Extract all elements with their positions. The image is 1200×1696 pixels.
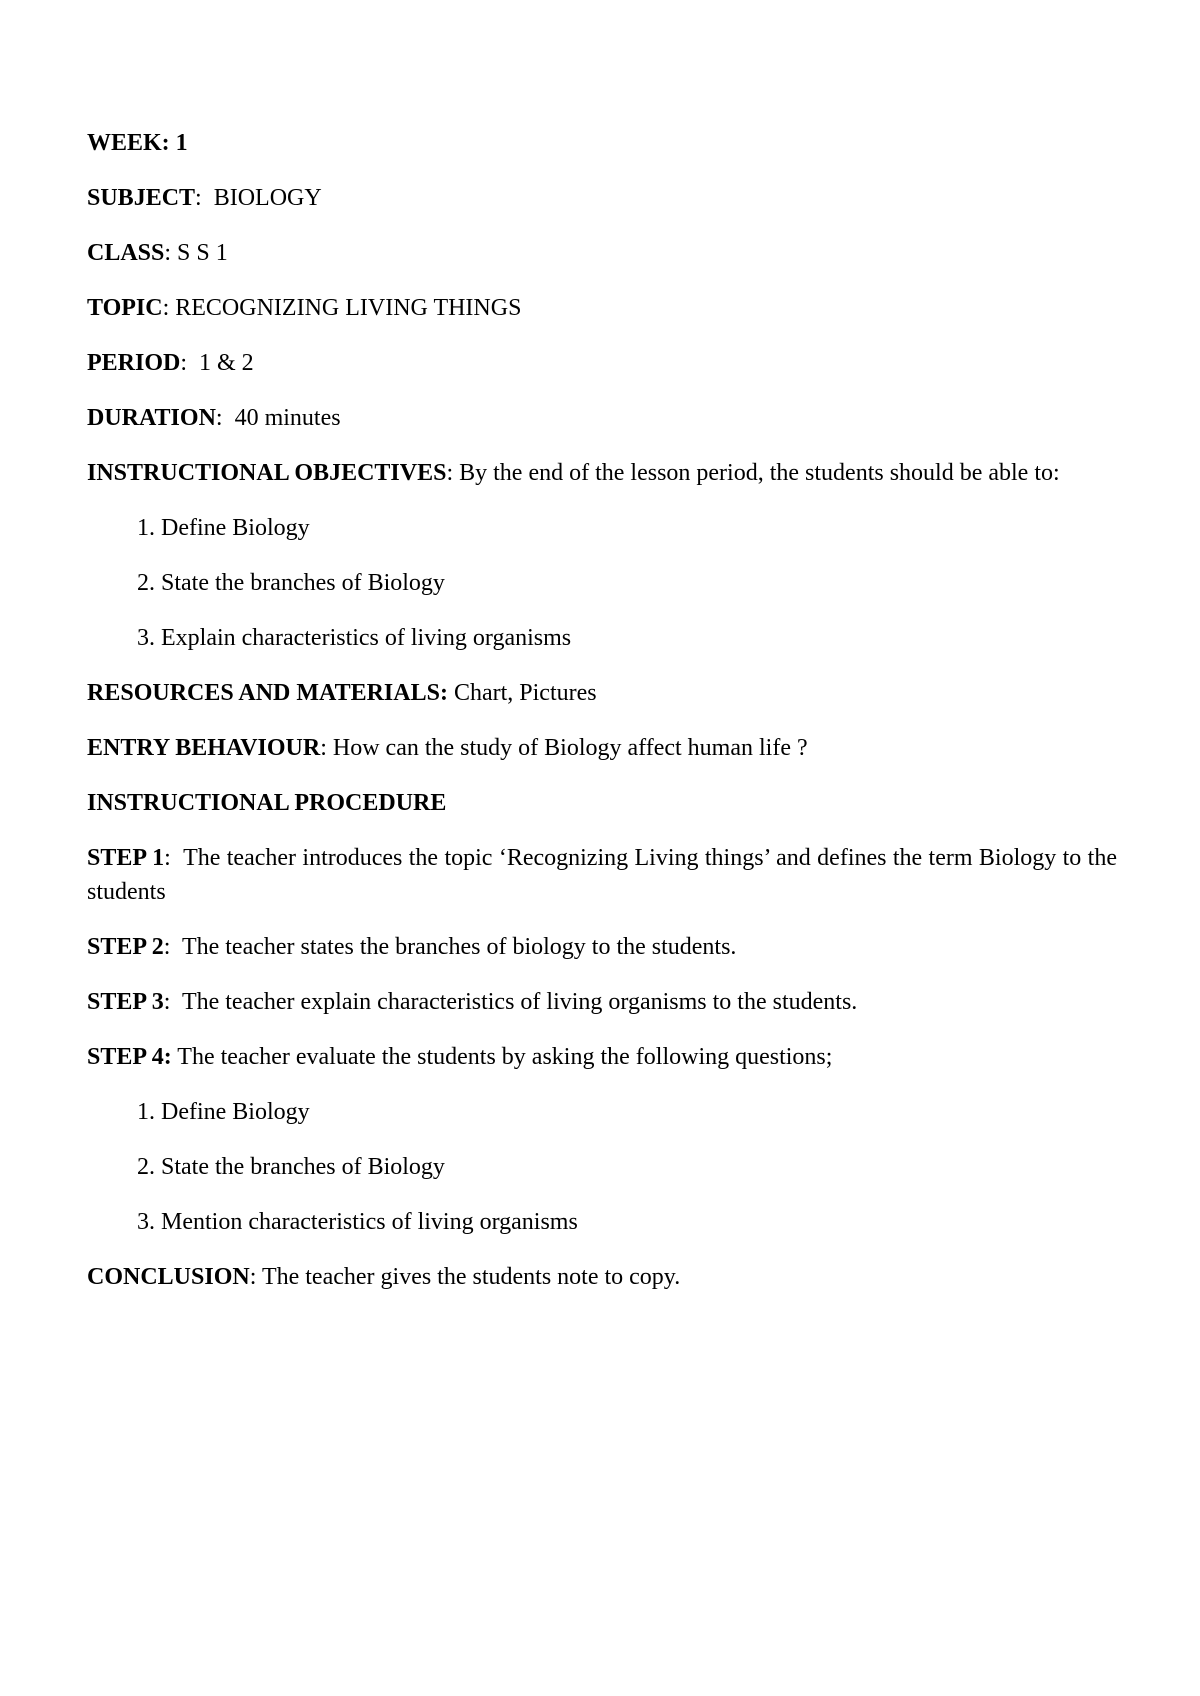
topic-value: RECOGNIZING LIVING THINGS xyxy=(175,295,522,321)
list-item: 1. Define Biology xyxy=(161,511,1117,545)
week-line xyxy=(87,126,1117,160)
list-item: 3. Explain characteristics of living organisms xyxy=(161,621,1117,655)
conclusion-line: CONCLUSION: The teacher gives the students note to copy. xyxy=(87,1264,681,1290)
period-label: PERIOD xyxy=(87,350,181,376)
list-item: 1. Define Biology xyxy=(161,1095,1117,1129)
conclusion-label: CONCLUSION xyxy=(87,1264,250,1290)
week-label: WEEK: 1 xyxy=(87,130,188,156)
step-4-text: The teacher evaluate the students by asking the following questions; xyxy=(177,1044,833,1070)
step-2-label: STEP 2 xyxy=(87,934,164,960)
class-line: CLASS: S S 1 xyxy=(87,240,228,266)
step-1-text: The teacher introduces the topic ‘Recognizing Living things’ and defines the term Biology to the students xyxy=(87,845,1117,905)
entry-behaviour-label: ENTRY BEHAVIOUR xyxy=(87,735,321,761)
period-value: 1 & 2 xyxy=(199,350,254,376)
list-item: 2. State the branches of Biology xyxy=(161,566,1117,600)
resources-line xyxy=(87,676,1117,710)
topic-label: TOPIC xyxy=(87,295,163,321)
subject-label: SUBJECT xyxy=(87,185,196,211)
topic-line: TOPIC: RECOGNIZING LIVING THINGS xyxy=(87,295,522,321)
objectives-list xyxy=(87,511,1117,655)
step-3-label: STEP 3 xyxy=(87,989,164,1015)
entry-behaviour-value: How can the study of Biology affect human life ? xyxy=(332,735,808,761)
duration-value: 40 minutes xyxy=(234,405,341,431)
step-1-label: STEP 1 xyxy=(87,845,165,871)
procedure-heading-line xyxy=(87,786,1117,820)
step-4-line xyxy=(87,1040,1117,1074)
step-4-label: STEP 4: xyxy=(87,1044,172,1070)
list-item: 3. Mention characteristics of living organisms xyxy=(161,1205,1117,1239)
class-value: S S 1 xyxy=(177,240,228,266)
class-label: CLASS xyxy=(87,240,165,266)
subject-line: SUBJECT: BIOLOGY xyxy=(87,185,322,211)
step-1-line: STEP 1: The teacher introduces the topic ‘Recognizing Living things’ and defines the term Biology to the students xyxy=(87,845,1117,905)
objectives-intro: By the end of the lesson period, the students should be able to: xyxy=(459,460,1060,486)
duration-label: DURATION xyxy=(87,405,216,431)
evaluation-questions-list xyxy=(87,1095,1117,1239)
entry-behaviour-line: ENTRY BEHAVIOUR: How can the study of Biology affect human life ? xyxy=(87,735,808,761)
list-item: 2. State the branches of Biology xyxy=(161,1150,1117,1184)
lesson-plan-page xyxy=(87,126,1117,1315)
period-line: PERIOD: 1 & 2 xyxy=(87,350,254,376)
objectives-label: INSTRUCTIONAL OBJECTIVES xyxy=(87,460,447,486)
subject-value: BIOLOGY xyxy=(213,185,322,211)
objectives-line: INSTRUCTIONAL OBJECTIVES: By the end of the lesson period, the students should be able to: xyxy=(87,460,1060,486)
conclusion-value: The teacher gives the students note to copy. xyxy=(261,1264,681,1290)
step-2-text: The teacher states the branches of biology to the students. xyxy=(181,934,737,960)
step-3-text: The teacher explain characteristics of living organisms to the students. xyxy=(181,989,858,1015)
resources-label: RESOURCES AND MATERIALS: xyxy=(87,680,448,706)
step-2-line: STEP 2: The teacher states the branches of biology to the students. xyxy=(87,934,737,960)
procedure-heading: INSTRUCTIONAL PROCEDURE xyxy=(87,790,447,816)
step-3-line: STEP 3: The teacher explain characteristics of living organisms to the students. xyxy=(87,989,858,1015)
duration-line: DURATION: 40 minutes xyxy=(87,405,341,431)
resources-value: Chart, Pictures xyxy=(453,680,597,706)
